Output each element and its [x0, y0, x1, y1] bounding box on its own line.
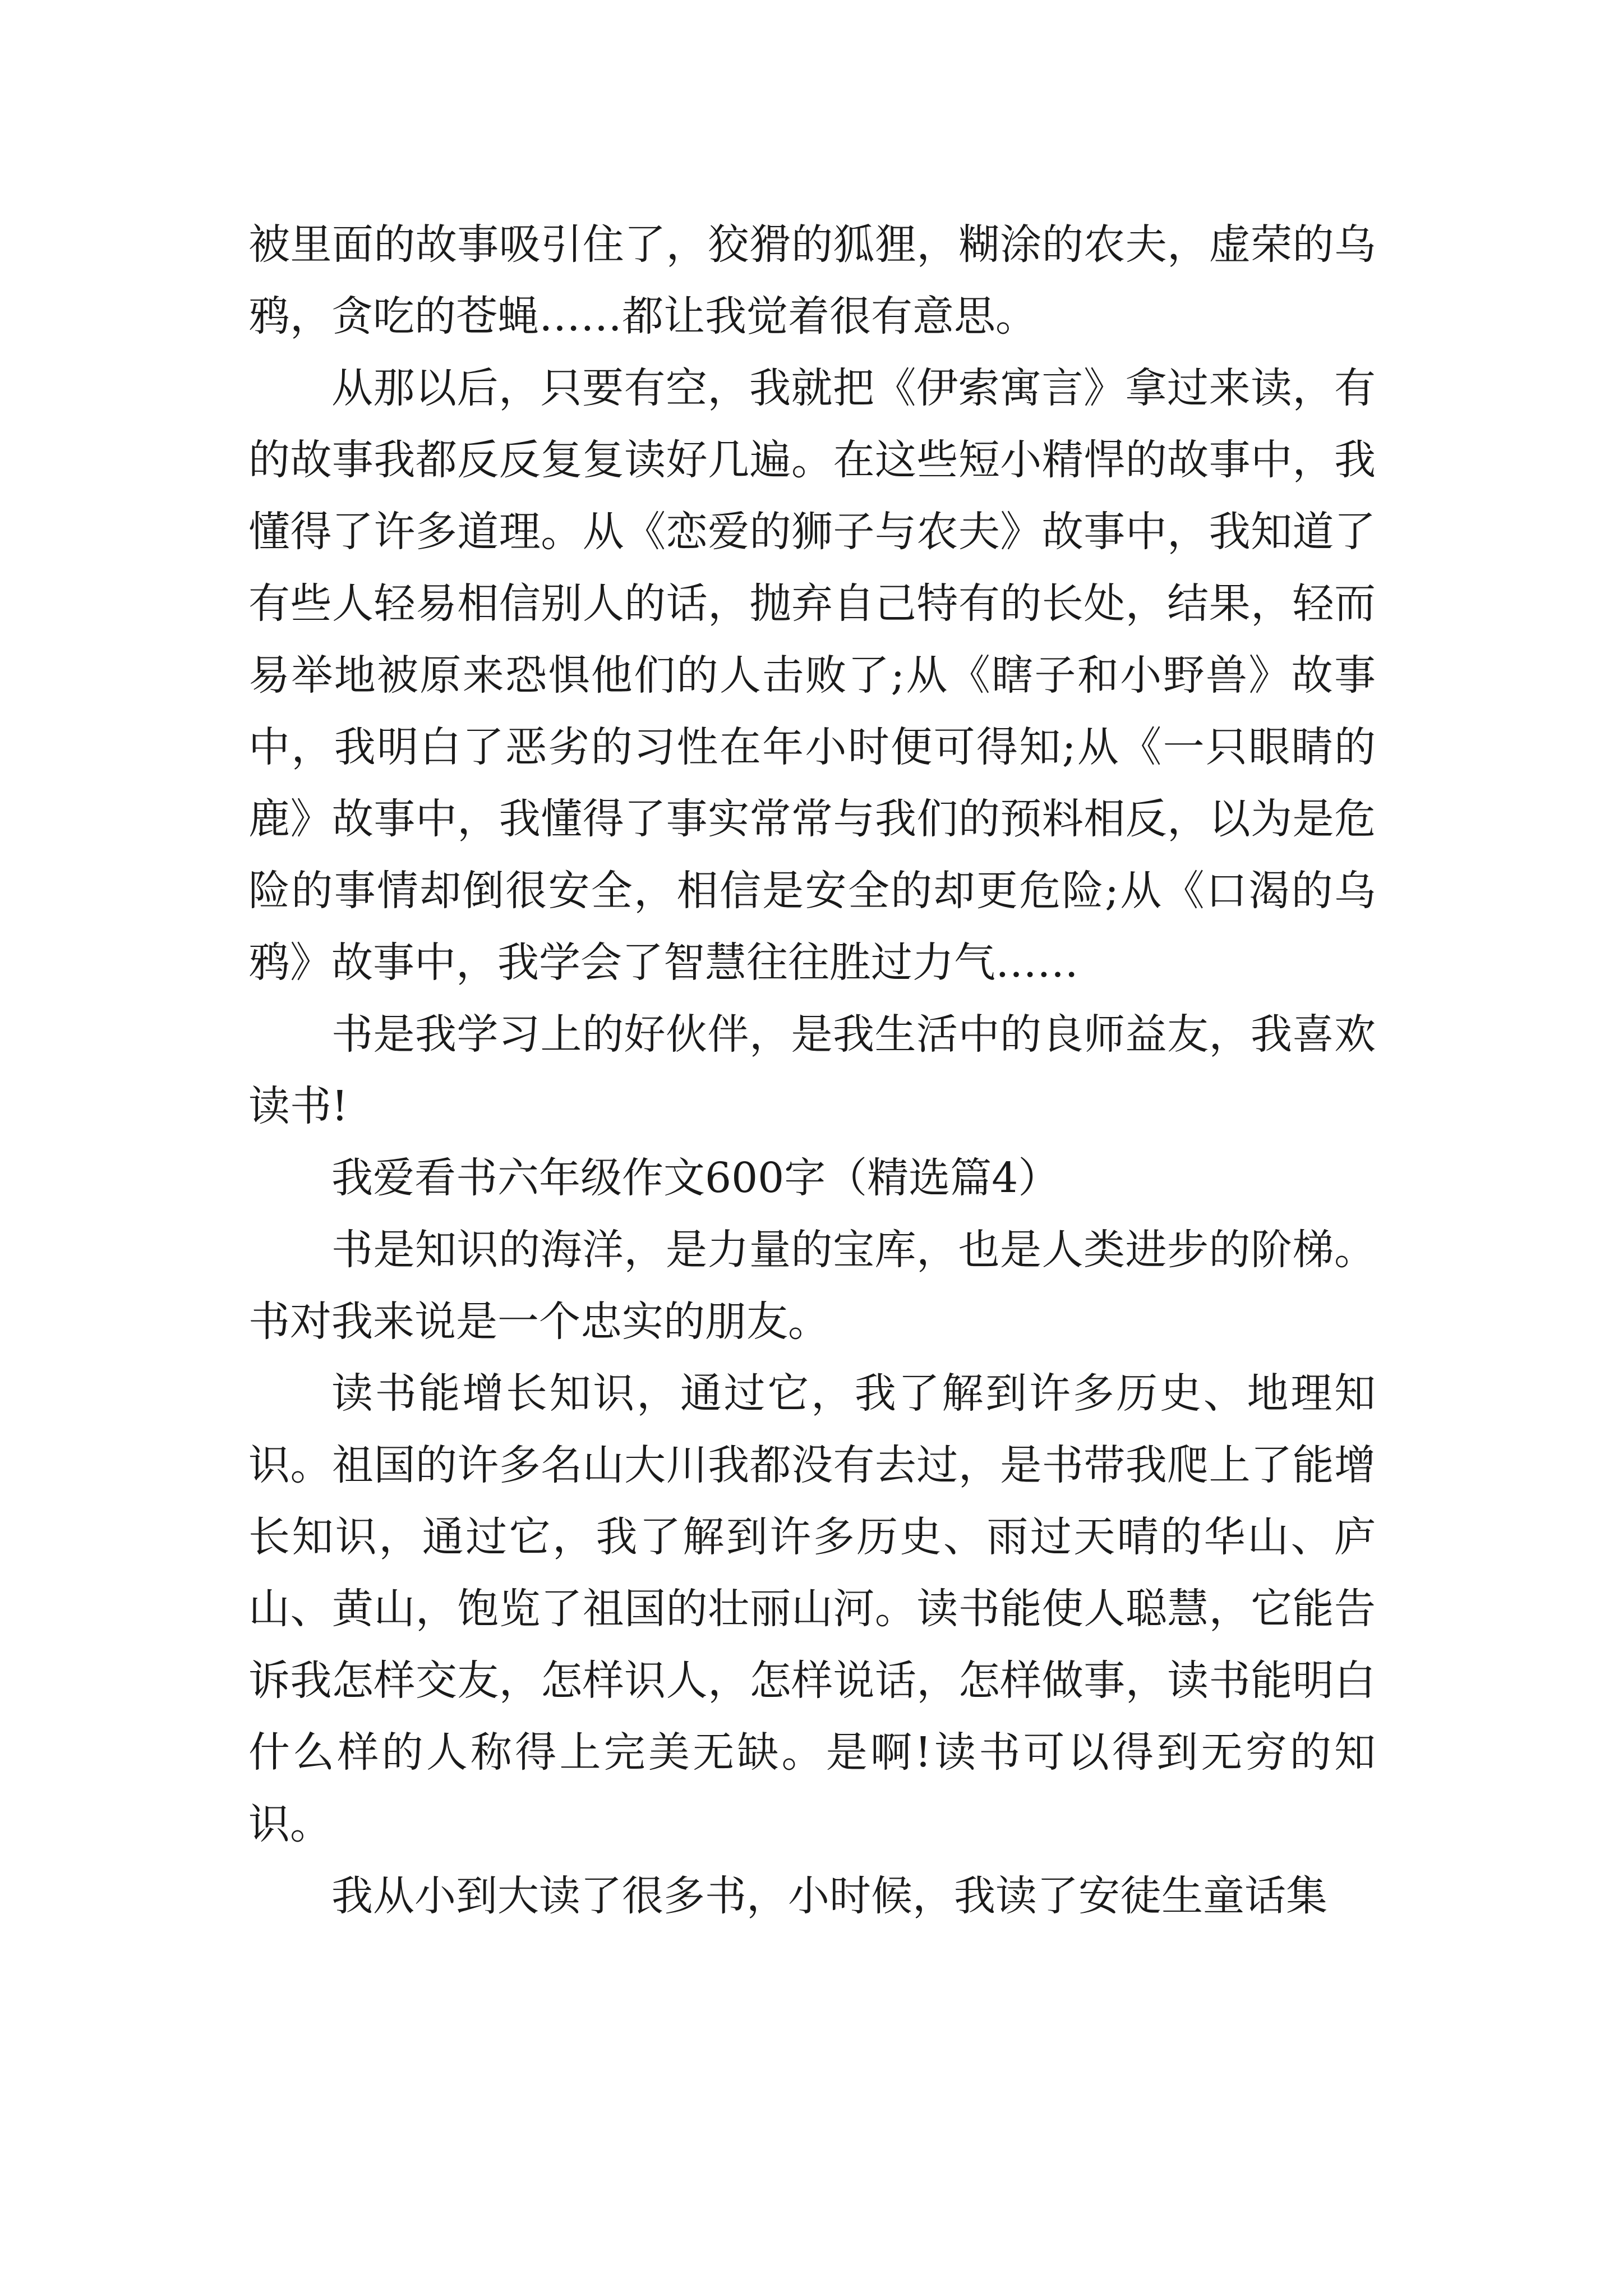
document-body [248, 209, 1376, 1932]
paragraph-6: 我从小到大读了很多书，小时候，我读了安徒生童话集 [331, 1872, 1327, 1920]
paragraph-5: 读书能增长知识，通过它，我了解到许多历史、地理知识。祖国的许多名山大川我都没有去过，是书带我爬上了能增长知识，通过它，我了解到许多历史、雨过天晴的华山、庐山、黄山，饱览了祖国的壮丽山河。读书能使人聪慧，它能告诉我怎样交友，怎样识人，怎样说话，怎样做事，读书能明白什么样的人称得上完美无缺。是啊!读书可以得到无穷的知识。 [248, 1369, 1376, 1848]
paragraph-3: 书是我学习上的好伙伴，是我生活中的良师益友，我喜欢读书! [248, 1010, 1376, 1130]
paragraph-4: 书是知识的海洋，是力量的宝库，也是人类进步的阶梯。书对我来说是一个忠实的朋友。 [248, 1226, 1376, 1346]
paragraph-2: 从那以后，只要有空，我就把《伊索寓言》拿过来读，有的故事我都反反复复读好几遍。在这些短小精悍的故事中，我懂得了许多道理。从《恋爱的狮子与农夫》故事中，我知道了有些人轻易相信别人的话，抛弃自己特有的长处，结果，轻而易举地被原来恐惧他们的人击败了;从《瞎子和小野兽》故事中，我明白了恶劣的习性在年小时便可得知;从《一只眼睛的鹿》故事中，我懂得了事实常常与我们的预料相反，以为是危险的事情却倒很安全，相信是安全的却更危险;从《口渴的乌鸦》故事中，我学会了智慧往往胜过力气…… [248, 364, 1376, 987]
paragraph-1: 被里面的故事吸引住了，狡猾的狐狸，糊涂的农夫，虚荣的乌鸦，贪吃的苍蝇……都让我觉着很有意思。 [248, 220, 1376, 341]
section-heading: 我爱看书六年级作文600字（精选篇4） [331, 1154, 1060, 1202]
